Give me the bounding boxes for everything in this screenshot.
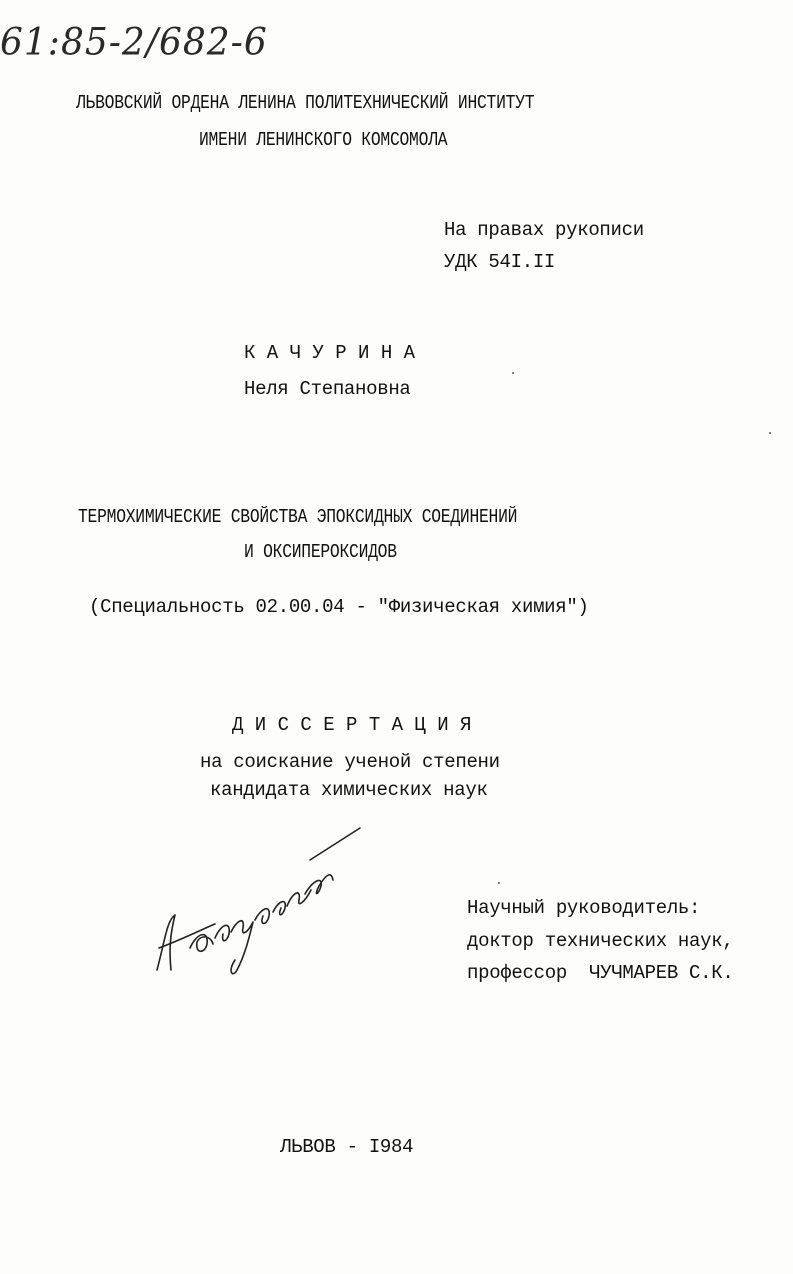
supervisor-degree: доктор технических наук, — [467, 930, 734, 952]
dissertation-line-1: на соискание ученой степени — [200, 751, 500, 773]
rights-manuscript: На правах рукописи — [444, 219, 644, 241]
place-year: ЛЬВОВ - I984 — [280, 1136, 414, 1158]
dissertation-heading: Д И С С Е Р Т А Ц И Я — [232, 714, 472, 736]
scan-speck — [769, 432, 771, 434]
scan-speck — [512, 372, 514, 374]
supervisor-label: Научный руководитель: — [467, 897, 701, 919]
specialty: (Специальность 02.00.04 - "Физическая химия") — [89, 596, 589, 618]
archive-handwritten-mark: 61:85-2/682-6 — [0, 20, 268, 65]
institute-line-1: ЛЬВОВСКИЙ ОРДЕНА ЛЕНИНА ПОЛИТЕХНИЧЕСКИЙ ИНСТИТУТ — [76, 92, 535, 114]
author-name: Неля Степановна — [244, 378, 411, 400]
author-signature — [145, 820, 375, 980]
supervisor-name: профессор ЧУЧМАРЕВ С.К. — [467, 962, 734, 984]
dissertation-line-2: кандидата химических наук — [210, 779, 488, 801]
scan-speck — [498, 882, 500, 884]
institute-line-2: ИМЕНИ ЛЕНИНСКОГО КОМСОМОЛА — [199, 129, 448, 151]
udk-code: УДК 54I.II — [444, 251, 556, 273]
title-line-2: И ОКСИПЕРОКСИДОВ — [244, 541, 397, 563]
title-line-1: ТЕРМОХИМИЧЕСКИЕ СВОЙСТВА ЭПОКСИДНЫХ СОЕДИНЕНИЙ — [78, 506, 518, 528]
author-surname: К А Ч У Р И Н А — [244, 342, 416, 364]
